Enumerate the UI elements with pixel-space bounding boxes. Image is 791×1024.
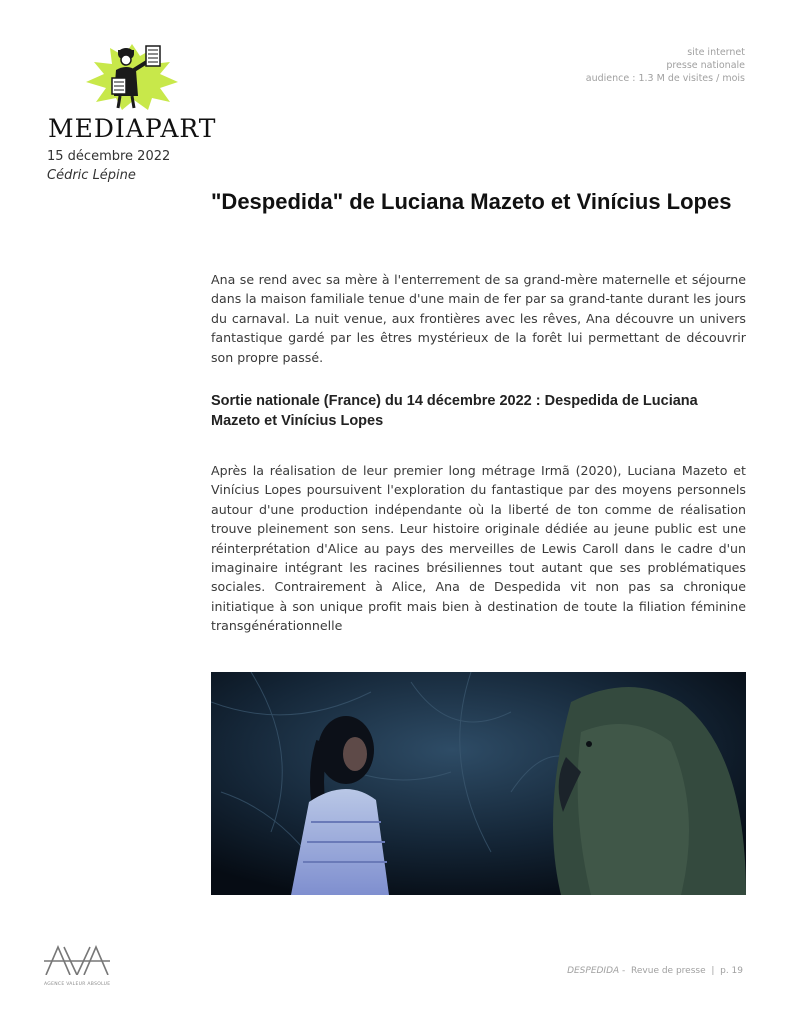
mediapart-logo bbox=[48, 40, 223, 143]
synopsis-paragraph: Ana se rend avec sa mère à l'enterrement de sa grand-mère maternelle et séjourne dans la maison familiale tenue d'une main de fer par sa grand-tante durant les jours du carnaval. La nuit venue, aux frontières avec les rêves, Ana découvre un univers fantastique gardé par les êtres mystérieux de la forêt lui permettant de découvrir son propre passé. bbox=[211, 272, 746, 365]
review-paragraph: Après la réalisation de leur premier long métrage Irmã (2020), Luciana Mazeto et Vinícius Lopes poursuivent l'exploration du fantastique par des moyens personnels autour d'une production indépendante où la liberté de ton comme de réalisation trouve pleinement son sens. Leur histoire originale dédiée au jeune public est une réinterprétation d'Alice au pays des merveilles de Lewis Caroll dans le cadre d'un imaginaire intégrant les racines brésiliennes tout autant que ses problématiques sociales. Contrairement à Alice, Ana de Despedida vit non pas sa chronique initiatique à son unique profit mais bien à destination de toute la filiation féminine transgénérationnelle bbox=[211, 463, 746, 634]
meta-audience: audience : 1.3 M de visites / mois bbox=[585, 73, 745, 84]
brand-wordmark: MEDIAPART bbox=[48, 114, 217, 143]
agency-tagline: AGENCE VALEUR ABSOLUE bbox=[44, 982, 111, 987]
film-still-image bbox=[211, 672, 746, 895]
agency-logo bbox=[44, 945, 114, 987]
release-subheading: Sortie nationale (France) du 14 décembre 2022 : Despedida de Luciana Mazeto et Vinícius Lopes bbox=[211, 393, 698, 429]
media-meta bbox=[586, 46, 745, 85]
footer-film-title: DESPEDIDA bbox=[567, 966, 620, 976]
newspaper-crier-icon bbox=[82, 40, 182, 112]
agency-mark-icon bbox=[44, 945, 110, 975]
author-name: Cédric Lépine bbox=[47, 168, 136, 183]
publication-date: 15 décembre 2022 bbox=[47, 149, 171, 164]
article-title: "Despedida" de Luciana Mazeto et Vinícius Lopes bbox=[211, 189, 732, 214]
meta-type: site internet bbox=[687, 47, 745, 58]
footer-separator: - bbox=[619, 966, 632, 976]
film-still-scene bbox=[211, 672, 746, 895]
footer-page-info: Revue de presse | p. 19 bbox=[631, 966, 743, 976]
page-footer bbox=[567, 966, 743, 976]
meta-scope: presse nationale bbox=[666, 60, 745, 71]
